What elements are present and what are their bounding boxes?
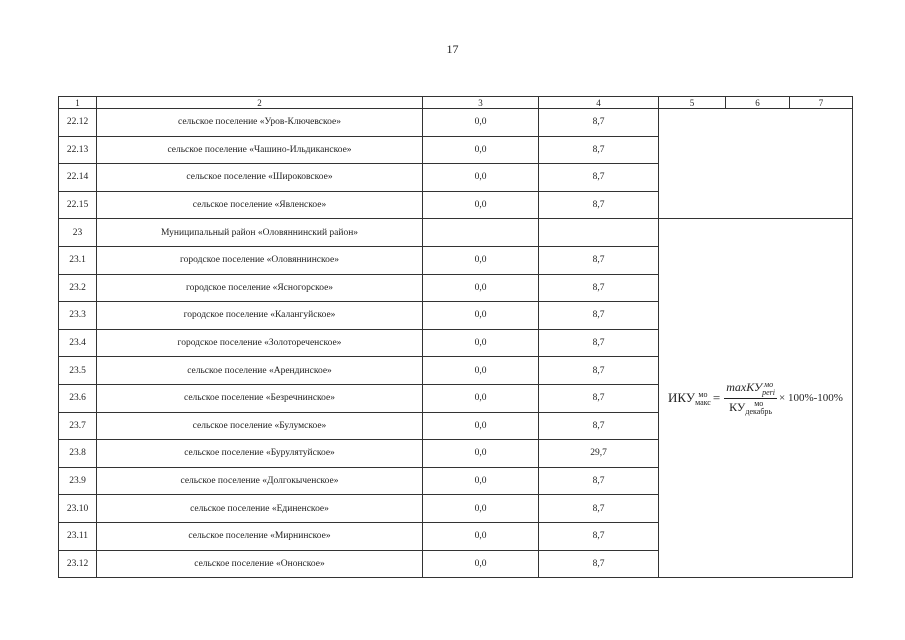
column-4-value-cell: [539, 219, 659, 247]
column-3-value-cell: [423, 219, 539, 247]
formula-equals: =: [712, 390, 721, 406]
formula-cell: [659, 219, 853, 578]
row-number-cell: 23.6: [59, 384, 97, 412]
column-3-value-cell: 0,0: [423, 495, 539, 523]
settlement-name-cell: сельское поселение «Булумское»: [97, 412, 423, 440]
settlement-name-cell: сельское поселение «Чашино-Ильдиканское»: [97, 136, 423, 164]
column-3-value-cell: 0,0: [423, 357, 539, 385]
column-3-value-cell: 0,0: [423, 274, 539, 302]
settlement-name-cell: сельское поселение «Мирнинское»: [97, 522, 423, 550]
column-4-value-cell: 8,7: [539, 302, 659, 330]
column-4-value-cell: 8,7: [539, 495, 659, 523]
column-3-value-cell: 0,0: [423, 302, 539, 330]
column-3-value-cell: 0,0: [423, 136, 539, 164]
settlement-name-cell: сельское поселение «Единенское»: [97, 495, 423, 523]
column-3-value-cell: 0,0: [423, 384, 539, 412]
column-3-value-cell: 0,0: [423, 109, 539, 137]
row-number-cell: 23.4: [59, 329, 97, 357]
column-3-value-cell: 0,0: [423, 164, 539, 192]
row-number-cell: 23.2: [59, 274, 97, 302]
table-row: [59, 219, 853, 247]
row-number-cell: 23.11: [59, 522, 97, 550]
row-number-cell: 23.3: [59, 302, 97, 330]
settlement-name-cell: сельское поселение «Бурулятуйское»: [97, 440, 423, 468]
column-3-value-cell: 0,0: [423, 440, 539, 468]
row-number-cell: 23.10: [59, 495, 97, 523]
column-3-value-cell: 0,0: [423, 550, 539, 578]
column-header-7: 7: [790, 97, 853, 109]
formula-tail: × 100%-100%: [778, 392, 843, 405]
column-4-value-cell: 8,7: [539, 274, 659, 302]
tariff-table: [58, 96, 853, 578]
column-4-value-cell: 8,7: [539, 467, 659, 495]
settlement-name-cell: сельское поселение «Широковское»: [97, 164, 423, 192]
formula-lhs: ИКУ мо макс: [668, 389, 711, 407]
formula-fraction: maxКУ мо peri КУ мо декабрь: [726, 379, 775, 416]
column-4-value-cell: 8,7: [539, 164, 659, 192]
settlement-name-cell: сельское поселение «Явленское»: [97, 191, 423, 219]
column-3-value-cell: 0,0: [423, 246, 539, 274]
settlement-name-cell: сельское поселение «Арендинское»: [97, 357, 423, 385]
column-header-1: 1: [59, 97, 97, 109]
column-4-value-cell: 8,7: [539, 329, 659, 357]
row-number-cell: 23.8: [59, 440, 97, 468]
column-4-value-cell: 8,7: [539, 384, 659, 412]
table-row: [59, 109, 853, 137]
row-number-cell: 23.9: [59, 467, 97, 495]
column-4-value-cell: 8,7: [539, 191, 659, 219]
settlement-name-cell: городское поселение «Ясногорское»: [97, 274, 423, 302]
row-number-cell: 22.14: [59, 164, 97, 192]
settlement-name-cell: городское поселение «Оловяннинское»: [97, 246, 423, 274]
column-3-value-cell: 0,0: [423, 412, 539, 440]
settlement-name-cell: сельское поселение «Уров-Ключевское»: [97, 109, 423, 137]
column-header-3: 3: [423, 97, 539, 109]
column-4-value-cell: 8,7: [539, 246, 659, 274]
row-number-cell: 23: [59, 219, 97, 247]
column-header-6: 6: [726, 97, 790, 109]
settlement-name-cell: сельское поселение «Долгокыченское»: [97, 467, 423, 495]
column-4-value-cell: 8,7: [539, 412, 659, 440]
column-4-value-cell: 8,7: [539, 136, 659, 164]
row-number-cell: 23.1: [59, 246, 97, 274]
column-3-value-cell: 0,0: [423, 467, 539, 495]
table-header-row: [59, 97, 853, 109]
settlement-name-cell: сельское поселение «Безречнинское»: [97, 384, 423, 412]
column-4-value-cell: 29,7: [539, 440, 659, 468]
row-number-cell: 22.15: [59, 191, 97, 219]
settlement-name-cell: городское поселение «Золотореченское»: [97, 329, 423, 357]
column-4-value-cell: 8,7: [539, 522, 659, 550]
page-number: 17: [446, 42, 459, 56]
column-header-5: 5: [659, 97, 726, 109]
row-number-cell: 23.12: [59, 550, 97, 578]
column-4-value-cell: 8,7: [539, 109, 659, 137]
iku-formula: [668, 380, 843, 416]
column-4-value-cell: 8,7: [539, 357, 659, 385]
row-number-cell: 23.5: [59, 357, 97, 385]
column-3-value-cell: 0,0: [423, 191, 539, 219]
settlement-name-cell: сельское поселение «Ононское»: [97, 550, 423, 578]
row-number-cell: 22.13: [59, 136, 97, 164]
settlement-name-cell: Муниципальный район «Оловяннинский район»: [97, 219, 423, 247]
row-number-cell: 23.7: [59, 412, 97, 440]
column-3-value-cell: 0,0: [423, 329, 539, 357]
column-header-2: 2: [97, 97, 423, 109]
column-header-4: 4: [539, 97, 659, 109]
row-number-cell: 22.12: [59, 109, 97, 137]
merged-empty-cell: [659, 109, 853, 219]
column-3-value-cell: 0,0: [423, 522, 539, 550]
settlement-name-cell: городское поселение «Калангуйское»: [97, 302, 423, 330]
column-4-value-cell: 8,7: [539, 550, 659, 578]
